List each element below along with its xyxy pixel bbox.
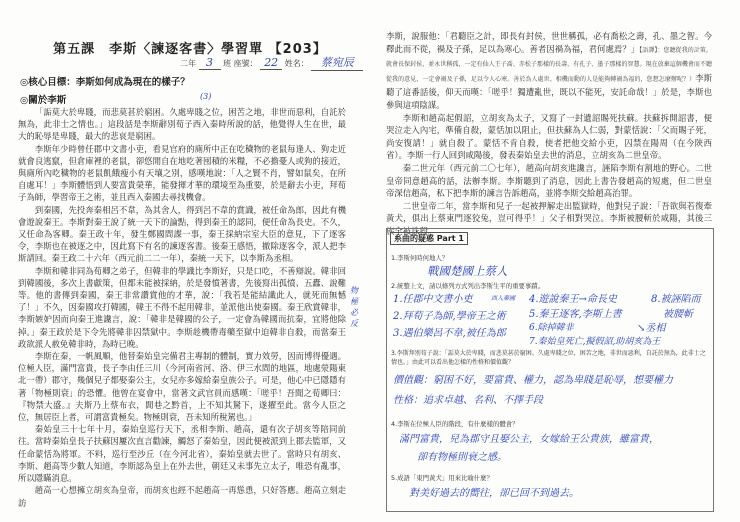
question-5: 5.成語「東門黃犬」用來比喻什麼？ <box>391 474 493 482</box>
question-1: 1.李斯何時何地人？ <box>391 254 449 262</box>
page-title: 第五課 李斯〈諫逐客書〉學習單 【203】 <box>53 42 327 57</box>
question-2: 2.統整上文，請以條列方式列出李斯生平的重要事蹟。 <box>391 282 545 290</box>
answer-2-item[interactable]: ↘丞相 <box>637 323 666 334</box>
paragraph: 秦二世元年（西元前二〇七年），趙高向胡亥進讒言，誣陷李斯有割地的野心。二世皇帝同意趙高的話，法辦李斯。李斯聽到了消息，因此上書告發趙高的短處，但二世皇帝深信趙高，私下把李斯的諫言告訴趙高，並將李斯交給趙高治罪。 <box>386 162 712 199</box>
answer-3-values[interactable]: 價值觀：窮困不好，要富貴、權力，認為卑賤是恥辱，想要權力 <box>393 375 673 386</box>
answer-2-item[interactable]: 7.秦始皇死亡,擬假詔,助胡亥為王 <box>529 337 661 347</box>
paragraph: 趙高一心想擁立胡亥為皇帝，而胡亥也經不起趙高一再慫恿，只好答應。趙高立刻走訪 <box>18 485 346 508</box>
box-title: 糸曲的疑惑 Part 1 <box>390 232 468 245</box>
class-label: 班 座號： <box>223 59 258 68</box>
paragraph: 「詬莫大於卑賤，而悲莫甚於窮困。久處卑賤之位，困苦之地，非世而惡利，自託於無為，此非士之情也。」這段話是李斯辭別荀子西入秦時所說的話，他覺得人生在世，最大的恥辱是卑賤，最大的悲哀是窮困。 <box>18 107 346 142</box>
core-goal-heading: ◎核心目標：李斯如何成為現在的樣子？ <box>20 77 190 88</box>
answer-2-item[interactable]: 4.遊說秦王→命長史 <box>529 294 617 305</box>
answer-2-item[interactable]: 3.遇伯樂呂不韋,被任為郎 <box>393 328 506 339</box>
grade-label: 二年 <box>180 59 196 68</box>
answer-2-note[interactable]: 西入秦國 <box>491 295 516 302</box>
margin-note: 物極必反 <box>350 286 358 328</box>
answer-5[interactable]: 對美好過去的嚮往，卻已回不到過去。 <box>409 488 579 499</box>
paragraph: 李斯年少時曾任郡中文書小吏，看見官府的廁所中正在吃穢物的老鼠每逢人、狗走近就會良逃竄，但倉庫裡的老鼠，卻悠閒自在地吃著囤積的米糧，不必擔憂人或狗的接近，與廁所內吃穢物的老鼠飢餓瘦小有天壤之別，感嘆地說：「人之賢不肖，譬如鼠矣，在所自處耳！」李斯體悟到人要富貴榮華，能發揮才華的環境至為重要，於是辭去小吏，拜荀子為師，學習帝王之術，並且西入秦國去尋找機會。 <box>18 143 346 203</box>
paragraph-text: 李斯，說服他：「君聽臣之計，即長有封侯，世世稱孤，必有喬松之壽，孔、墨之智。今釋此而不從，禍及子孫，足以為寒心。善者因禍為福，君何處焉？」 <box>386 31 712 54</box>
paragraph: 李斯在秦，一帆風順，他替秦始皇完備君主專制的體制，實力效勞，因而博得優遇。位極人臣，滿門富貴，長子李由任三川（今河南省河、洛、伊三水間的地區，地處滎陽東北一帶）郡守，幾個兒子都娶秦公主，女兒亦多嫁給秦皇族公子。可是，他心中已隱隱有著「物極則衰」的恐懼。他曾在宴會中，當著文武官員而感嘆：「嗟乎！吾聞之荀卿曰：『物禁大盛。』夫斯乃上蔡布衣，閭巷之黔首，上不知其駑下，遂擢至此。當今人臣之位，無居臣上者，可謂富貴極矣。物極則衰，吾未知所稅駕也。」 <box>18 351 346 423</box>
question-box <box>386 228 714 512</box>
answer-2-item[interactable]: 8.被誣陷而 <box>651 294 701 305</box>
right-reading-column <box>386 30 712 238</box>
paragraph: 到秦國，先投奔秦相呂不韋，為其舍人，得到呂不韋的賞識，被任命為郎，因此有機會遊說秦王。李斯對秦王說了統一天下的論點，得到秦王的認同，便任命為長史。不久，又任命為客卿。秦王政十年，發生鄭國間諜一事，秦王採納宗室大臣的意見，下了逐客令，李斯也在被逐之中，因此寫下有名的諫逐客書。後秦王感悟，撤除逐客令，派人把李斯請回。秦王政二十六年（西元前二二一年），秦統一天下，以李斯為丞相。 <box>18 204 346 264</box>
left-reading-column <box>18 106 346 509</box>
seat-field[interactable]: 22 <box>260 56 282 70</box>
paragraph: 李斯和趙高起假詔，立胡亥為太子，又寫了一封遺詔賜死扶蘇。扶蘇拆開詔書，便哭泣走入內宅，準備自殺，蒙恬加以阻止，但扶蘇為人仁弱，對蒙恬說：「父而賜子死，尚安復請！」就自殺了。蒙恬不肯自殺，使者把他交給小吏，囚禁在陽周（在今陝西省）。李斯一行人回到咸陽後，發表秦始皇去世的消息，立胡亥為二世皇帝。 <box>386 112 712 161</box>
answer-3-personality[interactable]: 性格：追求卓越、名利、不擇手段 <box>393 395 543 406</box>
answer-4[interactable]: 卻有物極則衰之感。 <box>417 452 507 463</box>
answer-1[interactable]: 戰國楚國上蔡人 <box>427 264 508 278</box>
paragraph-text: 李斯聽了這番話後，仰天而嘆：「嗟乎！獨遭亂世，既以不能死，安託命哉！」於是，李斯也參與這項陰謀。 <box>386 72 712 110</box>
paragraph: 二世皇帝二年，當李斯和兒子一起被押解走出監獄時，他對兒子說：「吾欲與若復牽黃犬，俱出上蔡東門逐狡兔，豈可得乎！」父子相對哭泣。李斯被腰斬於咸陽，其後三族全被誅殺。 <box>386 200 712 236</box>
class-field[interactable]: 3 <box>199 56 221 70</box>
question-3: 3.李斯拜別荀子說：「詬莫大於卑賤，而悲莫甚於窮困。久處卑賤之位，困苦之地，非世而惡利，自託於無為，此非士之情也。」由此可以看出他怎樣的性格和價值觀？ <box>391 350 706 366</box>
paragraph: 秦始皇三十七年十月，秦始皇巡行天下，丞相李斯、趙高，還有次子胡亥等陪同前往。當時秦始皇長子扶蘇因屢次直言勸諫，觸怒了秦始皇，因此便被派到上郡去監軍，又任命蒙恬為將軍。不料，巡行至沙丘（在今河北省），秦始皇就去世了。當時只有胡亥、李斯、趙高等少數人知道，李斯認為皇上在外去世，朝廷又未事先立太子，唯恐有亂事，所以隱瞞消息。 <box>18 424 346 484</box>
about-heading: ◎關於李斯 <box>20 95 67 106</box>
answer-4[interactable]: 滿門富貴，兒為郡守且娶公主，女嫁給王公貴族，雖富貴， <box>399 434 659 445</box>
answer-2-item[interactable]: 2.拜荀子為師,學帝王之術 <box>393 311 506 322</box>
question-4: 4.李斯在位極人臣的階段，有什麼樣的體會？ <box>391 420 519 428</box>
answer-2-item[interactable]: 5.秦王逐客,李斯上書 <box>529 309 622 320</box>
student-info <box>180 54 363 71</box>
name-label: 姓名： <box>284 59 309 68</box>
paragraph: 李斯和韓非同為荀卿之弟子，但韓非的學識比李斯好，只是口吃，不善辯說。韓非回到韓國後，多次上書獻策，但都未能被採納，於是發憤著書，先後寫出孤憤、五蠹、說難等。他的書傳到秦國，秦王非常讚賞他的才華，說：「我若是能結識此人，就死而無憾了！」不久，因秦國攻打韓國，韓王不得不起用韓非，並派他出使秦國。秦王欣賞韓非，李斯嫉妒因而向秦王進讒言，說：「韓非是韓國的公子，一定會為韓國而抗秦，宜將他除掉。」秦王政於是下令先將韓非囚禁獄中。李斯趁機帶毒藥至獄中迫韓非自殺，而當秦王政欲派人赦免韓非時，為時已晚。 <box>18 265 346 349</box>
answer-2-item[interactable]: 6.除掉韓非 <box>529 323 574 333</box>
answer-2-item[interactable]: 被腰斬 <box>663 309 693 320</box>
margin-note: (3) <box>200 92 212 101</box>
name-field[interactable]: 蔡宛辰 <box>311 54 363 71</box>
answer-2-item[interactable]: 1.任郡中文書小吏 <box>393 294 473 305</box>
paragraph <box>386 30 712 112</box>
translation-note: 【語譯】：您聽從我的計策，就會長保封侯，並永世稱孤，一定有仙人王子喬、赤松子那樣的長壽，有孔子、墨子那樣的智慧。現在放棄這個機會而不聽從我的意見，一定會禍及子孫，足以令人心寒。善於為人處世、相機而動的人是能夠轉禍為福的，您想怎麼辦呢？） <box>386 46 712 83</box>
